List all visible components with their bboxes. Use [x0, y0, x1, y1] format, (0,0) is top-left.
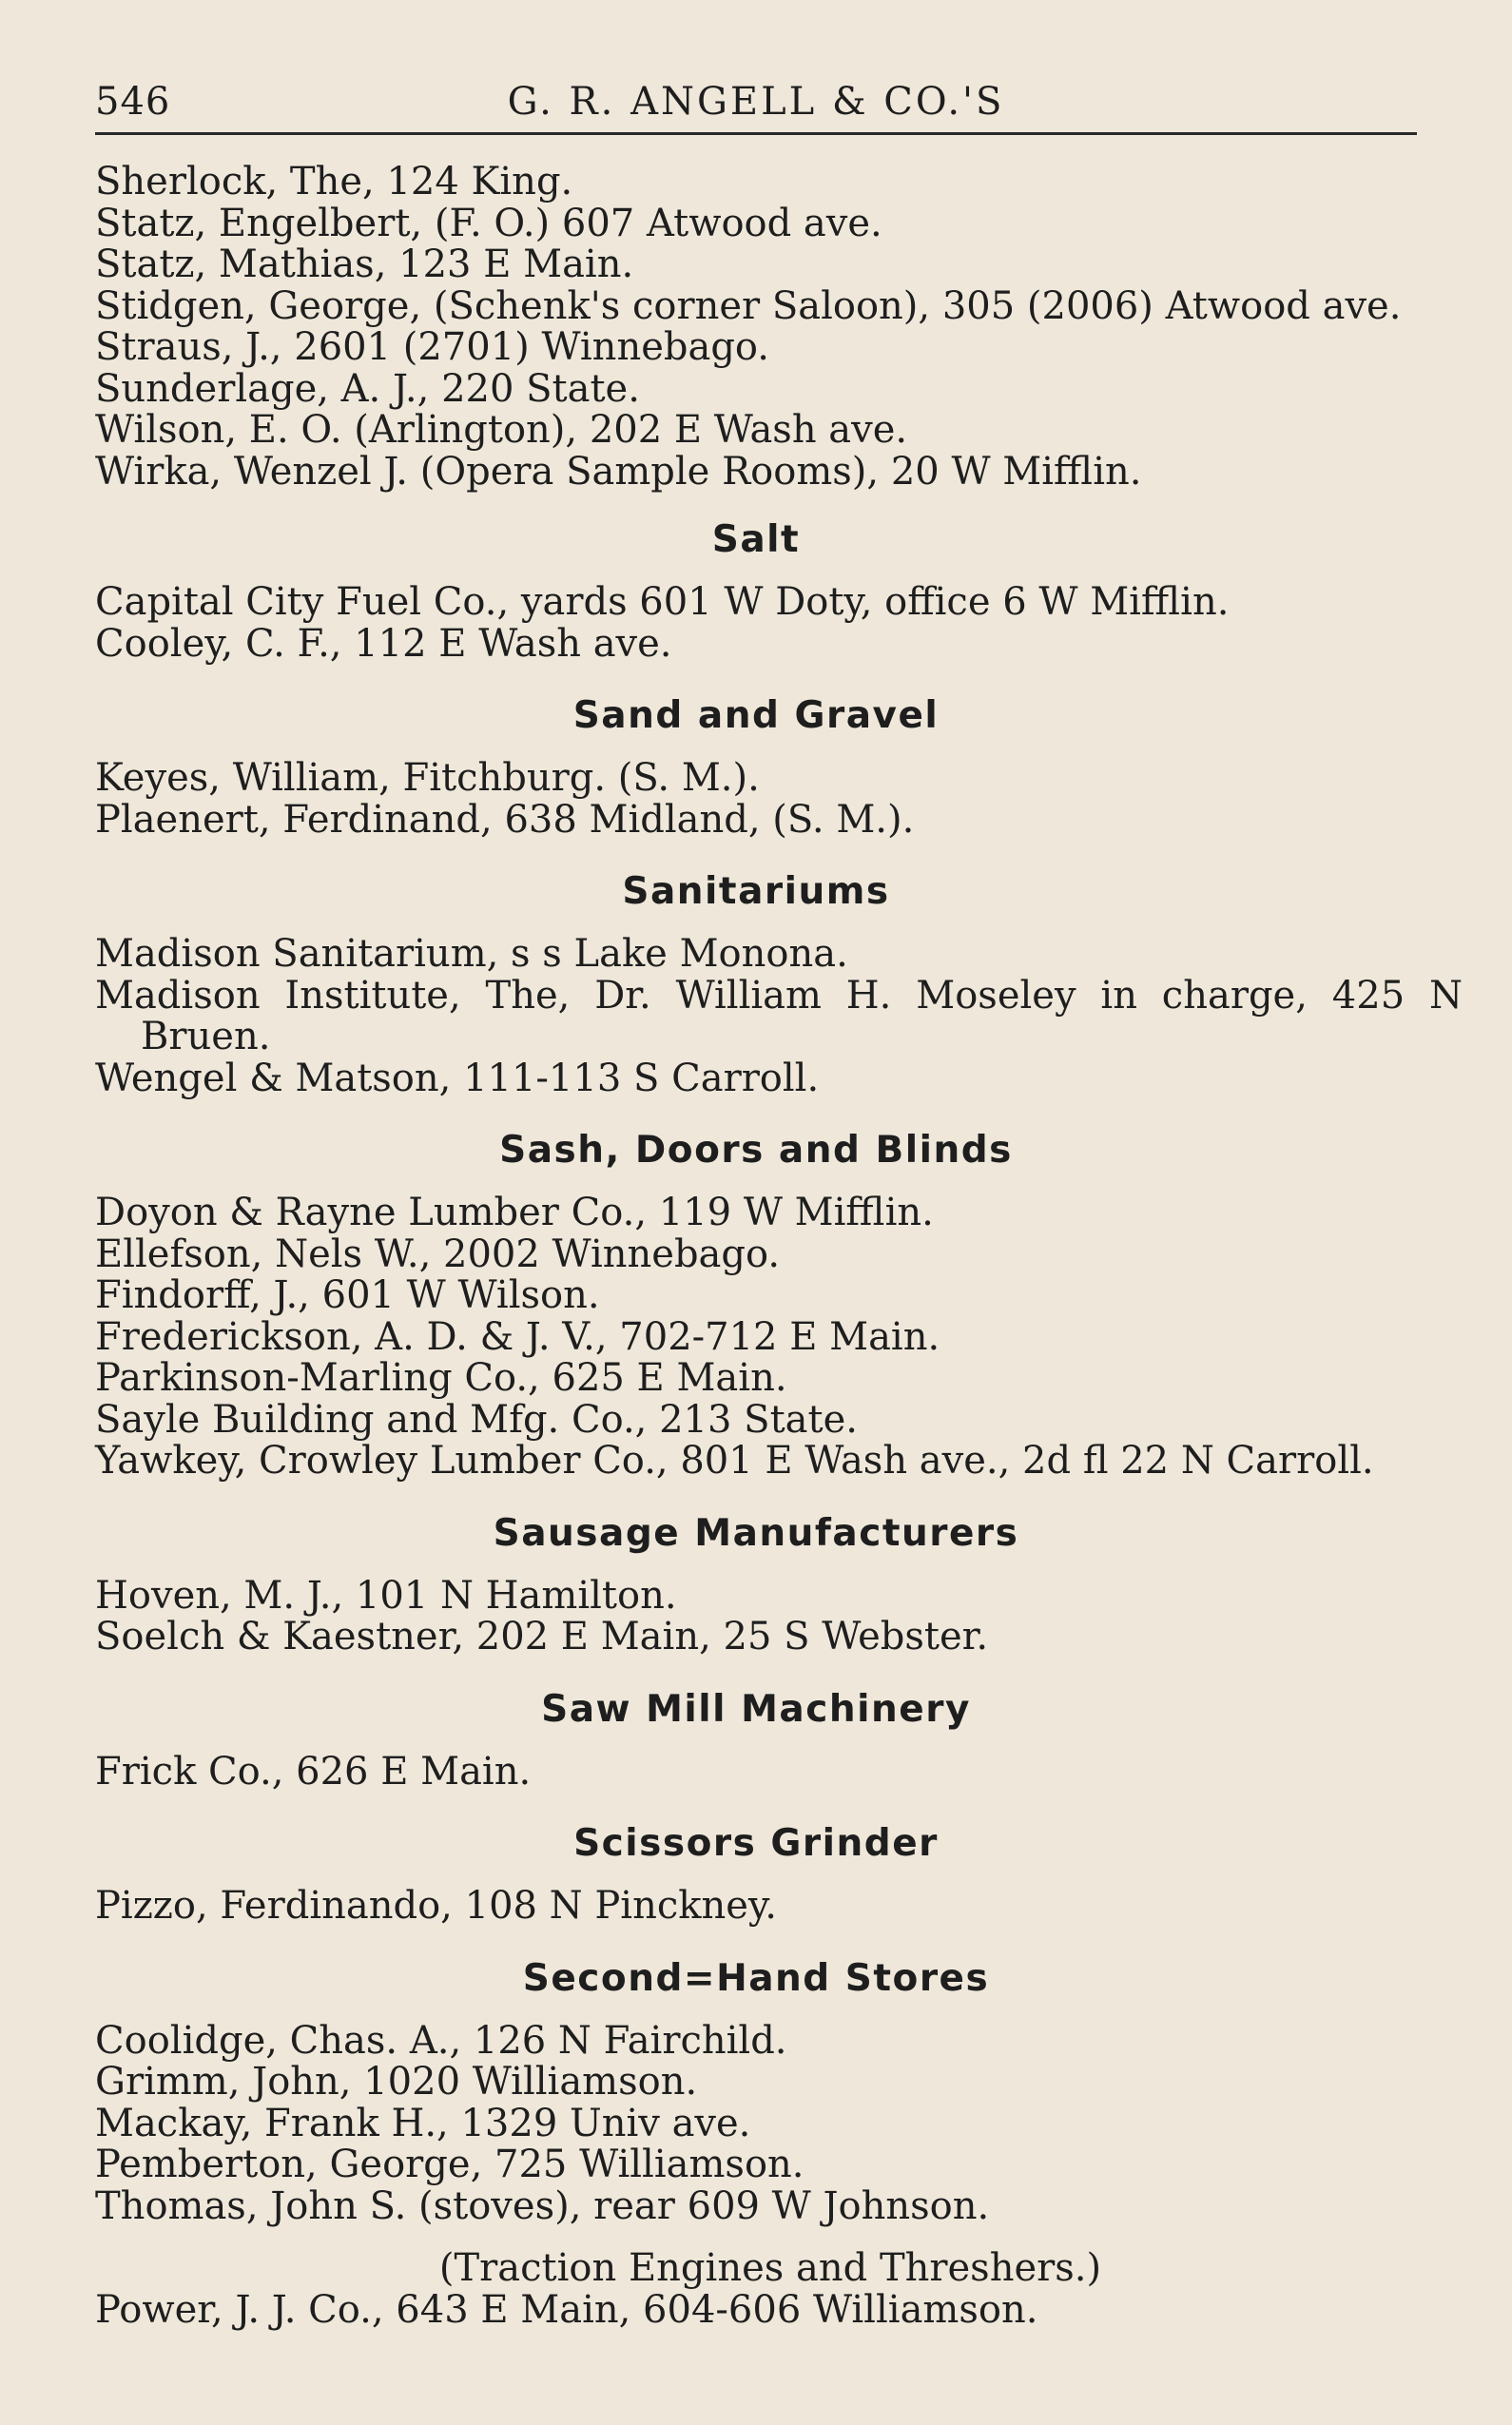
listing-entry: Doyon & Rayne Lumber Co., 119 W Mifflin.	[95, 1191, 934, 1234]
listing-entry: Grimm, John, 1020 Williamson.	[95, 2060, 698, 2104]
page-header	[95, 76, 1417, 131]
listing-entry: Keyes, William, Fitchburg. (S. M.).	[95, 756, 760, 800]
listing-entry: Frederickson, A. D. & J. V., 702-712 E Main.	[95, 1314, 940, 1359]
section-heading: Salt	[711, 518, 801, 561]
listing-entry: Wilson, E. O. (Arlington), 202 E Wash ave.	[95, 408, 908, 452]
section-heading: Second=Hand Stores	[522, 1956, 990, 2000]
running-head: G. R. ANGELL & CO.'S	[507, 80, 1005, 124]
listing-entry: Statz, Engelbert, (F. O.) 607 Atwood ave.	[95, 201, 882, 245]
listing-entry: Wengel & Matson, 111-113 S Carroll.	[95, 1056, 820, 1100]
listing-entry: Ellefson, Nels W., 2002 Winnebago.	[95, 1232, 781, 1276]
listing-entry: Cooley, C. F., 112 E Wash ave.	[95, 621, 672, 666]
listing-entry: Pemberton, George, 725 Williamson.	[95, 2143, 804, 2186]
page-number: 546	[95, 80, 171, 124]
listing-entry: Coolidge, Chas. A., 126 N Fairchild.	[95, 2018, 787, 2063]
header-rule	[95, 132, 1417, 135]
listing-entry: Madison Sanitarium, s s Lake Monona.	[95, 932, 848, 976]
listing-entry: Hoven, M. J., 101 N Hamilton.	[95, 1573, 677, 1618]
section-heading: Sausage Manufacturers	[493, 1511, 1019, 1555]
listing-entry: Soelch & Kaestner, 202 E Main, 25 S Webster.	[95, 1615, 989, 1659]
listing-entry: Parkinson-Marling Co., 625 E Main.	[95, 1356, 787, 1400]
section-heading: Sand and Gravel	[572, 694, 940, 737]
section-heading: Saw Mill Machinery	[541, 1687, 971, 1731]
listing-entry: Madison Institute, The, Dr. William H. Moseley in charge, 425 N Bruen.	[95, 973, 1463, 1058]
listing-entry: Straus, J., 2601 (2701) Winnebago.	[95, 325, 770, 369]
listing-entry: Frick Co., 626 E Main.	[95, 1749, 532, 1794]
listing-entry: Sayle Building and Mfg. Co., 213 State.	[95, 1397, 858, 1442]
listing-entry: Wirka, Wenzel J. (Opera Sample Rooms), 20 W Mifflin.	[95, 449, 1142, 494]
section-heading: Sash, Doors and Blinds	[499, 1129, 1013, 1172]
directory-listing	[95, 160, 1463, 2332]
listing-entry: Mackay, Frank H., 1329 Univ ave.	[95, 2101, 751, 2145]
listing-entry: Capital City Fuel Co., yards 601 W Doty, office 6 W Mifflin.	[95, 580, 1230, 624]
listing-entry: Pizzo, Ferdinando, 108 N Pinckney.	[95, 1884, 777, 1928]
listing-entry: Statz, Mathias, 123 E Main.	[95, 242, 634, 286]
listing-entry: Yawkey, Crowley Lumber Co., 801 E Wash ave., 2d fl 22 N Carroll.	[95, 1439, 1374, 1483]
subcategory-note: (Traction Engines and Threshers.)	[438, 2246, 1102, 2290]
listing-entry: Sherlock, The, 124 King.	[95, 160, 573, 204]
listing-entry: Thomas, John S. (stoves), rear 609 W Johnson.	[95, 2183, 990, 2228]
listing-entry: Findorff, J., 601 W Wilson.	[95, 1273, 600, 1317]
listing-entry: Power, J. J. Co., 643 E Main, 604-606 Williamson.	[95, 2287, 1038, 2332]
listing-entry: Sunderlage, A. J., 220 State.	[95, 366, 640, 411]
listing-entry: Plaenert, Ferdinand, 638 Midland, (S. M.).	[95, 797, 915, 842]
listing-entry: Stidgen, George, (Schenk's corner Saloon), 305 (2006) Atwood ave.	[95, 283, 1402, 328]
section-heading: Sanitariums	[622, 870, 890, 913]
section-heading: Scissors Grinder	[573, 1822, 939, 1865]
